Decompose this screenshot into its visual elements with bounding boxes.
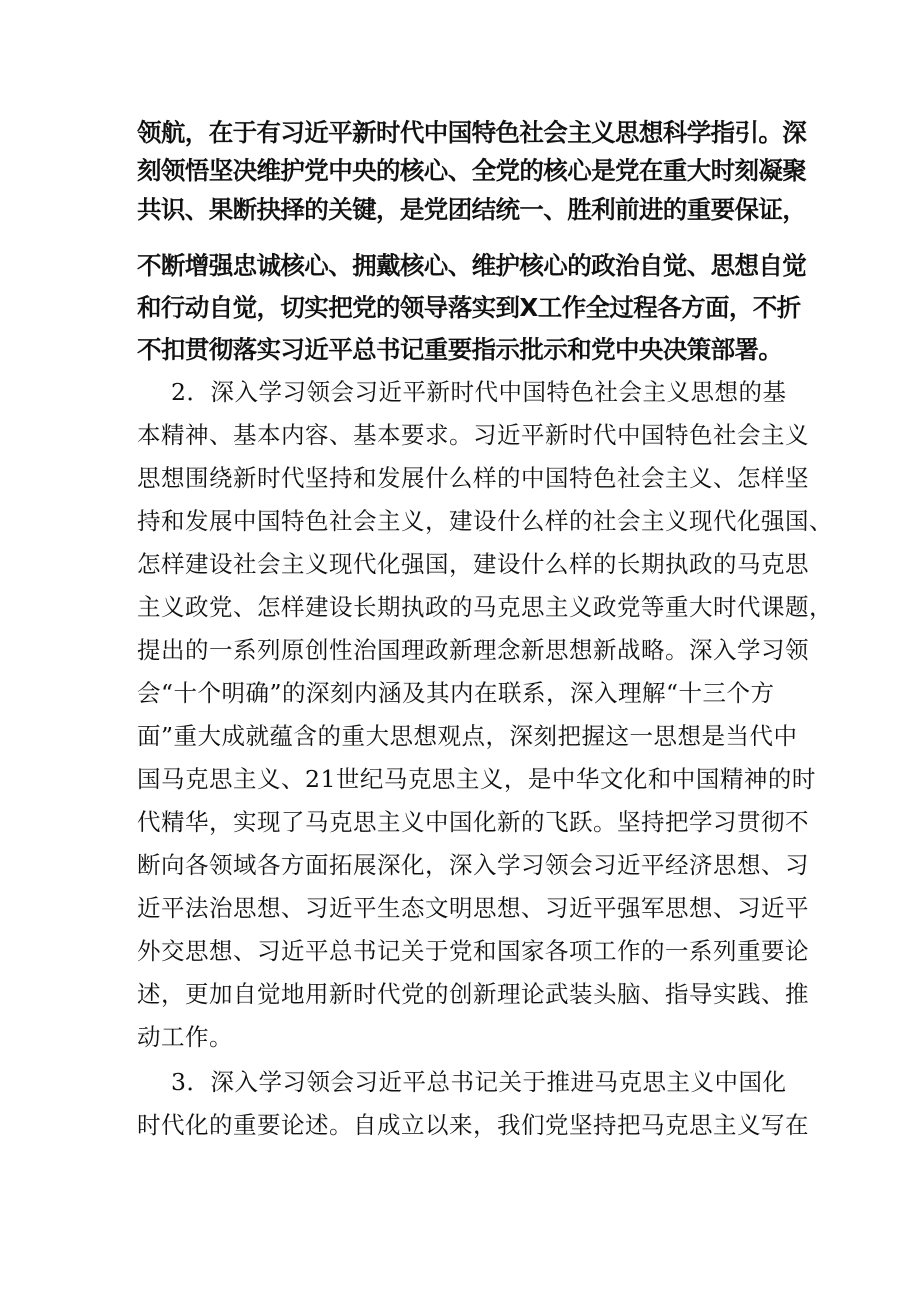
para2-line-13: 近平法治思想、习近平生态文明思想、习近平强军思想、习近平 xyxy=(137,894,809,922)
para2-line-11: 代精华，实现了马克思主义中国化新的飞跃。坚持把学习贯彻不 xyxy=(137,808,809,836)
para2-line-5: 怎样建设社会主义现代化强国，建设什么样的长期执政的马克思 xyxy=(137,550,809,578)
para2-line-8: 会“十个明确”的深刻内涵及其内在联系，深入理解“十三个方 xyxy=(137,679,775,707)
para2-line-6: 主义政党、怎样建设长期执政的马克思主义政党等重大时代课题， xyxy=(137,593,833,621)
para3-line-2: 时代化的重要论述。自成立以来，我们党坚持把马克思主义写在 xyxy=(137,1111,809,1139)
para2-line-10: 国马克思主义、21世纪马克思主义，是中华文化和中国精神的时 xyxy=(137,765,816,793)
para2-line-3: 思想围绕新时代坚持和发展什么样的中国特色社会主义、怎样坚 xyxy=(137,464,809,492)
intro-line-4: 不断增强忠诚核心、拥戴核心、维护核心的政治自觉、思想自觉 xyxy=(137,251,807,280)
intro-line-2: 刻领悟坚决维护党中央的核心、全党的核心是党在重大时刻凝聚 xyxy=(137,156,807,185)
para2-line-2: 本精神、基本内容、基本要求。习近平新时代中国特色社会主义 xyxy=(137,421,809,449)
para2-line-12: 断向各领域各方面拓展深化，深入学习领会习近平经济思想、习 xyxy=(137,851,809,879)
para2-line-9: 面”重大成就蕴含的重大思想观点，深刻把握这一思想是当代中 xyxy=(137,722,798,750)
para3-line-1: 3．深入学习领会习近平总书记关于推进马克思主义中国化 xyxy=(171,1068,787,1096)
intro-line-1: 领航，在于有习近平新时代中国特色社会主义思想科学指引。深 xyxy=(137,118,807,147)
para2-line-7: 提出的一系列原创性治国理政新理念新思想新战略。深入学习领 xyxy=(137,636,809,664)
para2-line-4: 持和发展中国特色社会主义，建设什么样的社会主义现代化强国、 xyxy=(137,507,833,535)
intro-line-3: 共识、果断抉择的关键，是党团结统一、胜利前进的重要保证， xyxy=(137,195,807,224)
intro-line-6: 不扣贯彻落实习近平总书记重要指示批示和党中央决策部署。 xyxy=(137,335,783,364)
para2-line-15: 述，更加自觉地用新时代党的创新理论武装头脑、指导实践、推 xyxy=(137,980,809,1008)
para2-line-16: 动工作。 xyxy=(137,1023,233,1051)
intro-line-5: 和行动自觉，切实把党的领导落实到X工作全过程各方面，不折 xyxy=(137,293,801,322)
para2-line-14: 外交思想、习近平总书记关于党和国家各项工作的一系列重要论 xyxy=(137,937,809,965)
para2-line-1: 2．深入学习领会习近平新时代中国特色社会主义思想的基 xyxy=(171,378,787,406)
